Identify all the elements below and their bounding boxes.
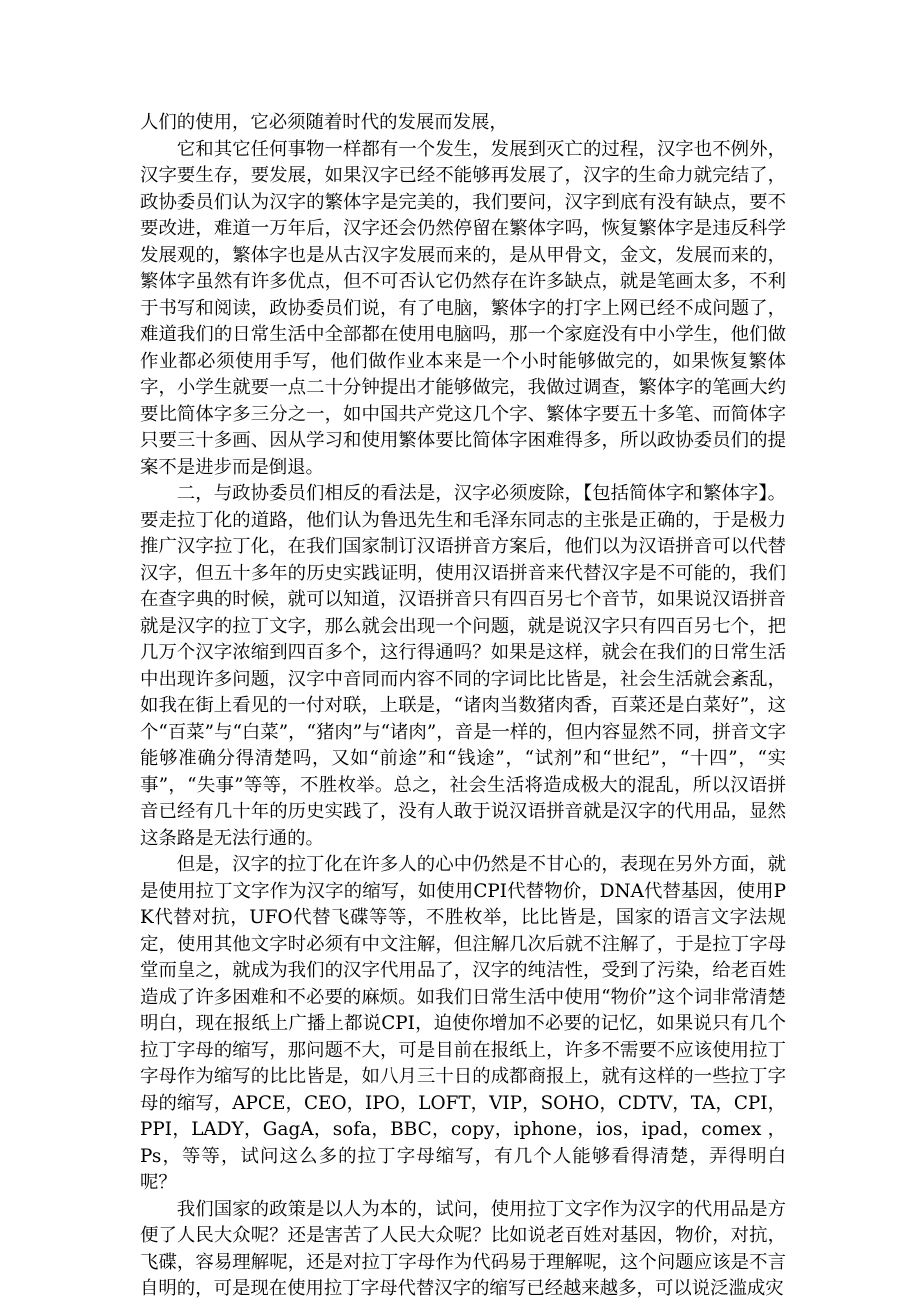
paragraph-3: 二，与政协委员们相反的看法是，汉字必须废除，【包括简体字和繁体字】。要走拉丁化的道路，他们认为鲁迅先生和毛泽东同志的主张是正确的，于是极力推广汉字拉丁化，在我们国家制订汉语拼音方案后，他们以为汉语拼音可以代替汉字，但五十多年的历史实践证明，使用汉语拼音来代替汉字是不可能的，我们在查字典的时候，就可以知道，汉语拼音只有四百另七个音节，如果说汉语拼音就是汉字的拉丁文字，那么就会出现一个问题，就是说汉字只有四百另七个，把几万个汉字浓缩到四百多个，这行得通吗？如果是这样，就会在我们的日常生活中出现许多问题，汉字中音同而内容不同的字词比比皆是，社会生活就会紊乱，如我在街上看见的一付对联，上联是，“诸肉当数猪肉香，百菜还是白菜好”，这个“百菜”与“白菜”，“猪肉”与“诸肉”，音是一样的，但内容显然不同，拼音文字能够准确分得清楚吗，又如“前途”和“钱途”，“试剂”和“世纪”，“十四”，“实事”，“失事”等等，不胜枚举。总之，社会生活将造成极大的混乱，所以汉语拼音已经有几十年的历史实践了，没有人敢于说汉语拼音就是汉字的代用品，显然这条路是无法行通的。: [140, 483, 786, 849]
paragraph-2: 它和其它任何事物一样都有一个发生，发展到灭亡的过程，汉字也不例外，汉字要生存，要发展，如果汉字已经不能够再发展了，汉字的生命力就完结了，政协委员们认为汉字的繁体字是完美的，我们要问，汉字到底有没有缺点，要不要改进，难道一万年后，汉字还会仍然停留在繁体字吗，恢复繁体字是违反科学发展观的，繁体字也是从古汉字发展而来的，是从甲骨文，金文，发展而来的，繁体字虽然有许多优点，但不可否认它仍然存在许多缺点，就是笔画太多，不利于书写和阅读，政协委员们说，有了电脑，繁体字的打字上网已经不成问题了，难道我们的日常生活中全部都在使用电脑吗，那一个家庭没有中小学生，他们做作业都必须使用手写，他们做作业本来是一个小时能够做完的，如果恢复繁体字，小学生就要一点二十分钟提出才能够做完，我做过调查，繁体字的笔画大约要比简体字多三分之一，如中国共产党这几个字、繁体字要五十多笔、而简体字只要三十多画、因从学习和使用繁体要比简体字困难得多，所以政协委员们的提案不是进步而是倒退。: [140, 138, 786, 478]
paragraph-1: 人们的使用，它必须随着时代的发展而发展，: [140, 112, 508, 133]
paragraph-5: 我们国家的政策是以人为本的，试问，使用拉丁文字作为汉字的代用品是方便了人民大众呢？还是害苦了人民大众呢？比如说老百姓对基因，物价，对抗，飞碟，容易理解呢，还是对拉丁字母作为代码易于理解呢，这个问题应该是不言自明的，可是现在使用拉丁字母代替汉字的缩写已经越来越多，可以说泛滥成灾: [140, 1198, 786, 1299]
document-body: [140, 110, 786, 1303]
paragraph-4: 但是，汉字的拉丁化在许多人的心中仍然是不甘心的，表现在另外方面，就是使用拉丁文字作为汉字的缩写，如使用CPI代替物价，DNA代替基因，使用PK代替对抗，UFO代替飞碟等等，不胜枚举，比比皆是，国家的语言文字法规定，使用其他文字时必须有中文注解，但注解几次后就不注解了，于是拉丁字母堂而皇之，就成为我们的汉字代用品了，汉字的纯洁性，受到了污染，给老百姓造成了许多困难和不必要的麻烦。如我们日常生活中使用“物价”这个词非常清楚明白，现在报纸上广播上都说CPI，迫使你增加不必要的记忆，如果说只有几个拉丁字母的缩写，那问题不大，可是目前在报纸上，许多不需要不应该使用拉丁字母作为缩写的比比皆是，如八月三十日的成都商报上，就有这样的一些拉丁字母的缩写，APCE，CEO，IPO，LOFT，VIP，SOHO，CDTV，TA，CPI，PPI，LADY，GagA，sofa，BBC，copy，iphone，ios，ipad，comex ，Ps，等等，试问这么多的拉丁字母缩写，有几个人能够看得清楚，弄得明白呢？: [140, 854, 786, 1193]
